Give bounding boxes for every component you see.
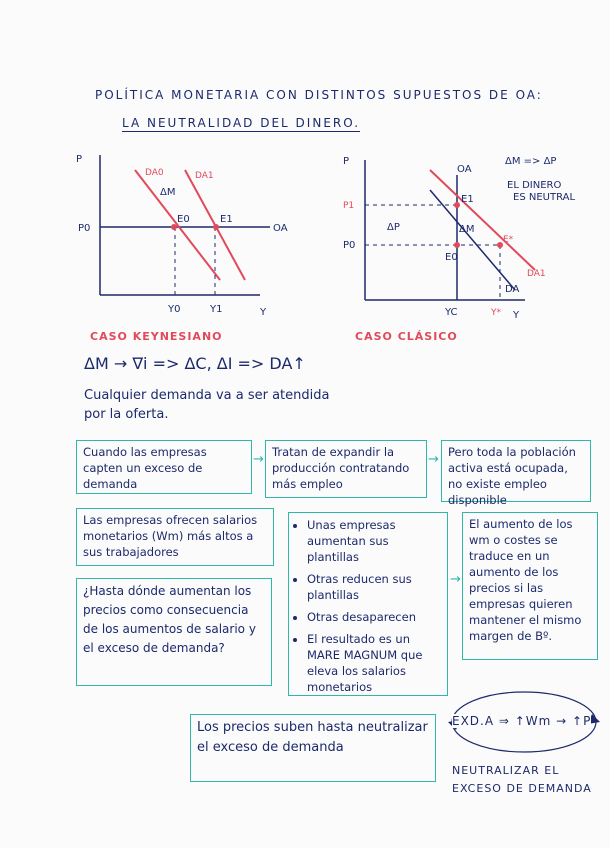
e1-label: E1 — [220, 214, 233, 225]
classical-graph — [335, 150, 605, 325]
svg-text:ΔM: ΔM — [459, 224, 475, 235]
box-expand-production: Tratan de expandir la producción contratando más empleo — [265, 440, 427, 498]
p-label: P — [76, 154, 83, 165]
svg-text:P0: P0 — [343, 240, 356, 251]
da1-label: DA1 — [195, 171, 214, 181]
classic-case-label: CASO CLÁSICO — [355, 330, 458, 343]
oa-label: OA — [273, 223, 288, 234]
equation: ΔM → ∇i => ΔC, ΔI => DA↑ — [84, 354, 306, 373]
svg-text:P1: P1 — [343, 201, 355, 211]
e1-point — [213, 224, 219, 230]
page-subtitle: LA NEUTRALIDAD DEL DINERO. — [122, 116, 361, 130]
svg-text:EL DINERO: EL DINERO — [507, 180, 562, 191]
y1-label: Y1 — [210, 304, 223, 315]
svg-text:Y: Y — [513, 310, 520, 321]
keynesian-graph — [70, 140, 300, 320]
cycle-caption-1: NEUTRALIZAR EL — [452, 764, 560, 777]
svg-text:P: P — [343, 156, 350, 167]
svg-text:Y*: Y* — [491, 308, 501, 318]
arrow-3: → — [450, 572, 461, 587]
box-companies-reaction — [288, 512, 448, 696]
reaction-item: • El resultado es un MARE MAGNUM que eleva los salarios monetarios — [307, 631, 441, 695]
svg-text:E0: E0 — [445, 252, 458, 263]
svg-text:ΔM => ΔP: ΔM => ΔP — [505, 156, 557, 167]
box-excess-demand: Cuando las empresas capten un exceso de demanda — [76, 440, 252, 494]
svg-text:ES NEUTRAL: ES NEUTRAL — [513, 192, 576, 203]
box-neutralize: Los precios suben hasta neutralizar el exceso de demanda — [190, 714, 436, 782]
svg-text:OA: OA — [457, 164, 472, 175]
reaction-item: • Otras desaparecen — [307, 609, 441, 625]
svg-text:E1: E1 — [461, 194, 474, 205]
svg-text:E*: E* — [503, 235, 514, 245]
page-title: POLÍTICA MONETARIA CON DISTINTOS SUPUESTOS DE OA: — [95, 88, 543, 102]
svg-text:ΔP: ΔP — [387, 222, 400, 233]
y-label: Y — [260, 307, 267, 318]
arrow-1: → — [253, 452, 264, 467]
box-question: ¿Hasta dónde aumentan los precios como consecuencia de los aumentos de salario y el exceso de demanda? — [76, 578, 272, 686]
svg-text:DA1: DA1 — [527, 269, 546, 279]
svg-text:YC: YC — [445, 307, 458, 318]
shift-label: ΔM — [160, 187, 176, 198]
da0-label: DA0 — [145, 168, 164, 178]
reaction-item: • Unas empresas aumentan sus plantillas — [307, 517, 441, 565]
reaction-item: • Otras reducen sus plantillas — [307, 571, 441, 603]
box-no-employment: Pero toda la población activa está ocupada, no existe empleo disponible — [441, 440, 591, 502]
svg-text:DA: DA — [505, 284, 520, 295]
box-price-increase: El aumento de los wm o costes se traduce en un aumento de los precios si las empresas quieren mantener el mismo margen de Bº. — [462, 512, 598, 660]
da0-line — [135, 170, 220, 280]
cycle-caption-2: EXCESO DE DEMANDA — [452, 782, 592, 795]
box-higher-wages: Las empresas ofrecen salarios monetarios (Wm) más altos a sus trabajadores — [76, 508, 274, 566]
p0-label: P0 — [78, 223, 91, 234]
cycle-formula: EXD.A ⇒ ↑Wm → ↑P — [452, 714, 592, 728]
keynes-case-label: CASO KEYNESIANO — [90, 330, 223, 343]
y0-label: Y0 — [168, 304, 181, 315]
equation-note: Cualquier demanda va a ser atendida por la oferta. — [84, 388, 330, 422]
arrow-2: → — [428, 452, 439, 467]
e0-label: E0 — [177, 214, 190, 225]
